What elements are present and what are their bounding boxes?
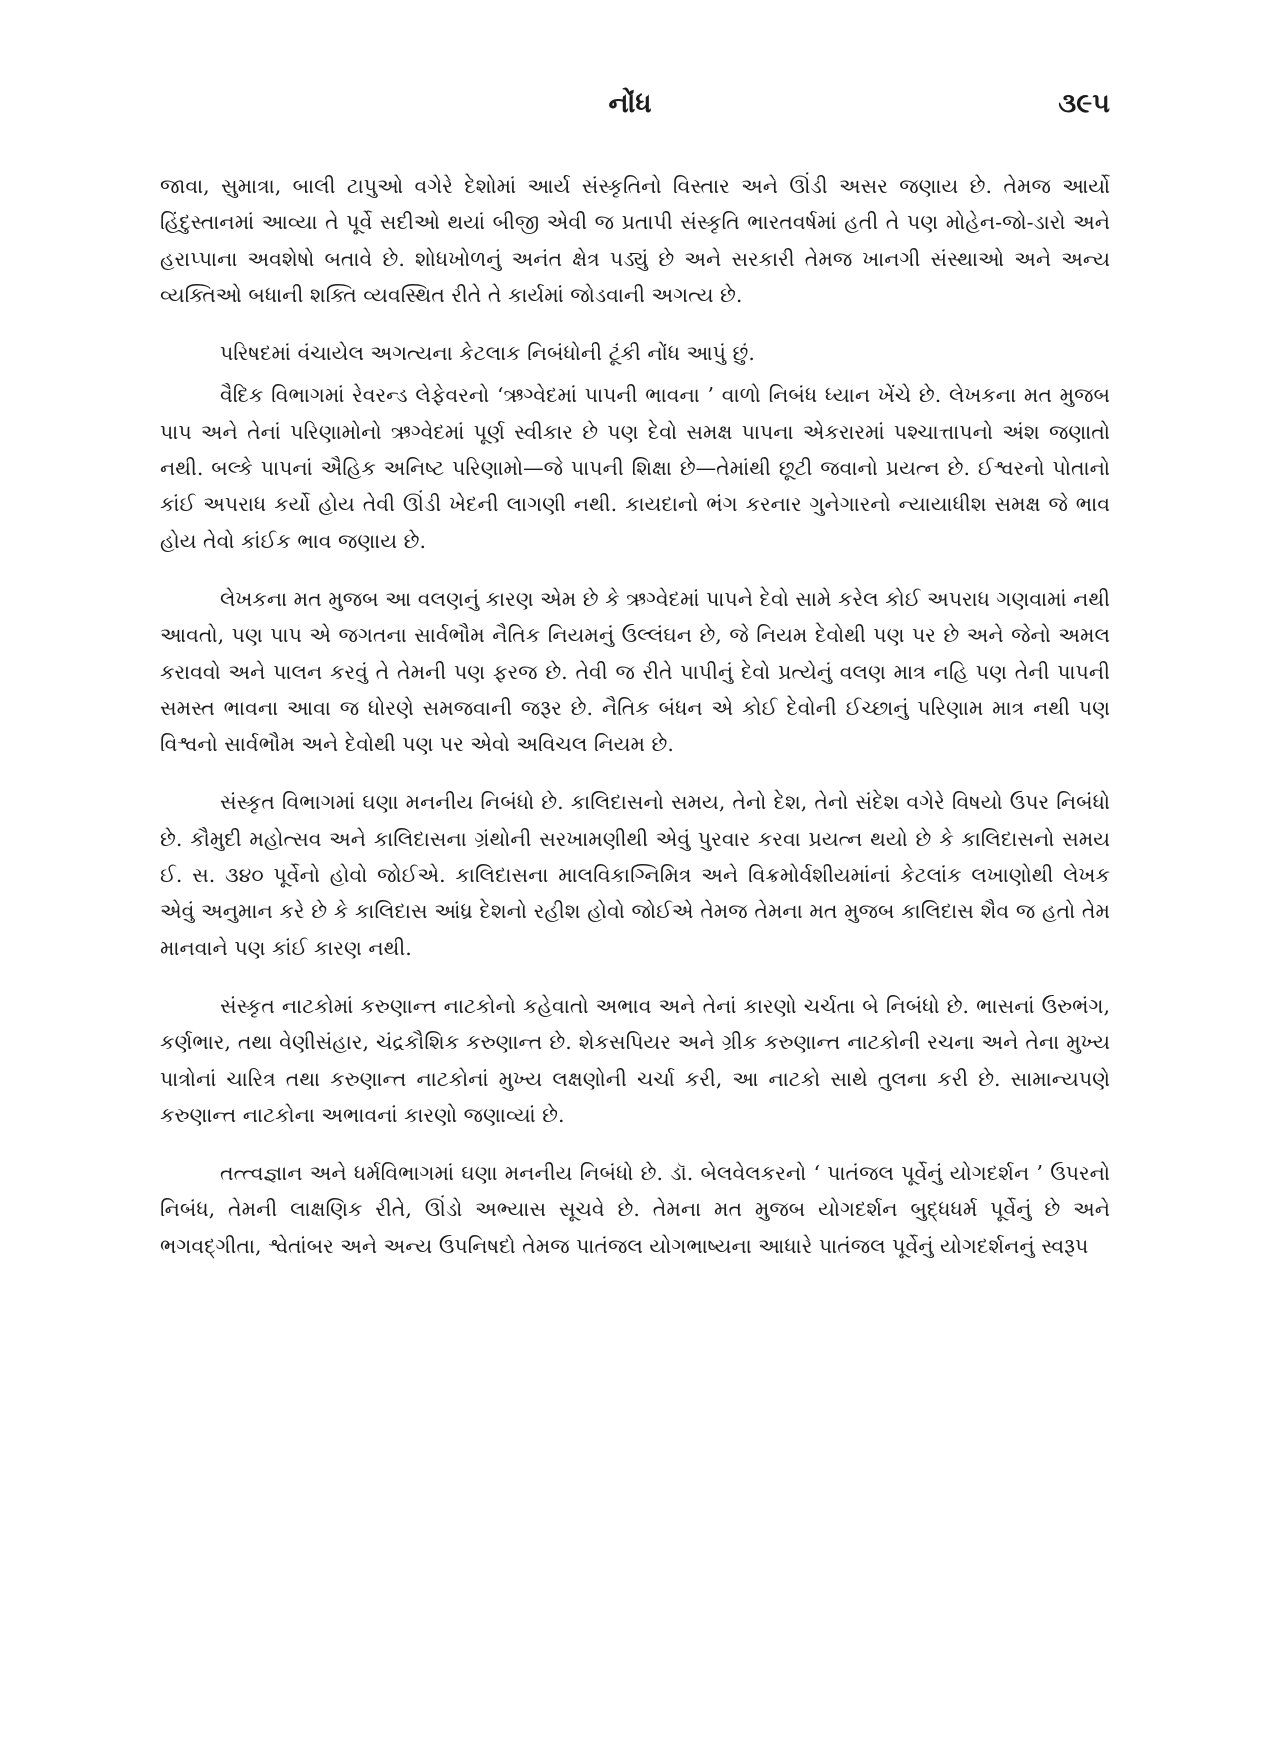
page-body <box>160 168 1110 1264</box>
book-page <box>130 80 1130 1700</box>
running-title: નોંધ <box>608 88 652 119</box>
paragraph-4: લેખકના મત મુજબ આ વલણનું કારણ એમ છે કે ઋગ્વેદમાં પાપને દેવો સામે કરેલ કોઈ અપરાધ ગણવામાં નથી આવતો, પણ પાપ એ જગતના સાર્વભૌમ નૈતિક નિયમનું ઉલ્લંઘન છે, જે નિયમ દેવોથી પણ પર છે અને જેનો અમલ કરાવવો અને પાલન કરવું તે તેમની પણ ફરજ છે. તેવી જ રીતે પાપીનું દેવો પ્રત્યેનું વલણ માત્ર નહિ પણ તેની પાપની સમસ્ત ભાવના આવા જ ધોરણે સમજવાની જરૂર છે. નૈતિક બંધન એ કોઈ દેવોની ઈચ્છાનું પરિણામ માત્ર નથી પણ વિશ્વનો સાર્વભૌમ અને દેવોથી પણ પર એવો અવિચલ નિયમ છે. <box>160 586 1110 757</box>
page-number: ૩૯૫ <box>1058 88 1110 119</box>
paragraph-1: જાવા, સુમાત્રા, બાલી ટાપુઓ વગેરે દેશોમાં આર્ય સંસ્કૃતિનો વિસ્તાર અને ઊંડી અસર જણાય છે. તેમજ આર્યો હિંદુસ્તાનમાં આવ્યા તે પૂર્વે સદીઓ થયાં બીજી એવી જ પ્રતાપી સંસ્કૃતિ ભારતવર્ષમાં હતી તે પણ મોહેન-જો-ડારો અને હરાપ્પાના અવશેષો બતાવે છે. શોધખોળનું અનંત ક્ષેત્ર પડ્યું છે અને સરકારી તેમજ ખાનગી સંસ્થાઓ અને અન્ય વ્યક્તિઓ બધાની શક્તિ વ્યવસ્થિત રીતે તે કાર્યમાં જોડવાની અગત્ય છે. <box>160 174 1110 307</box>
paragraph-6: સંસ્કૃત નાટકોમાં કરુણાન્ત નાટકોનો કહેવાતો અભાવ અને તેનાં કારણો ચર્ચતા બે નિબંધો છે. ભાસનાં ઉરુભંગ, કર્ણભાર, તથા વેણીસંહાર, ચંદ્રકૌશિક કરુણાન્ત છે. શેકસપિયર અને ગ્રીક કરુણાન્ત નાટકોની રચના અને તેના મુખ્ય પાત્રોનાં ચારિત્ર તથા કરુણાન્ત નાટકોનાં મુખ્ય લક્ષણોની ચર્ચા કરી, આ નાટકો સાથે તુલના કરી છે. સામાન્યપણે કરુણાન્ત નાટકોના અભાવનાં કારણો જણાવ્યાં છે. <box>160 993 1110 1127</box>
paragraph-5: સંસ્કૃત વિભાગમાં ઘણા મનનીય નિબંધો છે. કાલિદાસનો સમય, તેનો દેશ, તેનો સંદેશ વગેરે વિષયો ઉપર નિબંધો છે. કૌમુદી મહોત્સવ અને કાલિદાસના ગ્રંથોની સરખામણીથી એવું પુરવાર કરવા પ્રયત્ન થયો છે કે કાલિદાસનો સમય ઈ. સ. ૩૪૦ પૂર્વેનો હોવો જોઈએ. કાલિદાસના માલવિકાગ્નિમિત્ર અને વિક્રમોર્વશીયમાંનાં કેટલાંક લખાણોથી લેખક એવું અનુમાન કરે છે કે કાલિદાસ આંધ્ર દેશનો રહીશ હોવો જોઈએ તેમજ તેમના મત મુજબ કાલિદાસ શૈવ જ હતો તેમ માનવાને પણ કાંઈ કારણ નથી. <box>160 790 1110 960</box>
paragraph-7: તત્ત્વજ્ઞાન અને ધર્મવિભાગમાં ઘણા મનનીય નિબંધો છે. ડૉ. બેલવેલકરનો ‘ પાતંજલ પૂર્વેનું યોગદર્શન ’ ઉપરનો નિબંધ, તેમની લાક્ષણિક રીતે, ઊંડો અભ્યાસ સૂચવે છે. તેમના મત મુજબ યોગદર્શન બુદ્ધધર્મ પૂર્વેનું છે અને ભગવદ્ગીતા, શ્વેતાંબર અને અન્ય ઉપનિષદો તેમજ પાતંજલ યોગભાષ્યના આધારે પાતંજલ પૂર્વેનું યોગદર્શનનું સ્વરૂપ <box>160 1161 1110 1258</box>
paragraph-3: વૈદિક વિભાગમાં રેવરન્ડ લેફેવરનો ‘ઋગ્વેદમાં પાપની ભાવના ’ વાળો નિબંધ ધ્યાન ખેંચે છે. લેખકના મત મુજબ પાપ અને તેનાં પરિણામોનો ઋગ્વેદમાં પૂર્ણ સ્વીકાર છે પણ દેવો સમક્ષ પાપના એકરારમાં પશ્ચાત્તાપનો અંશ જણાતો નથી. બલ્કે પાપનાં ઐહિક અનિષ્ટ પરિણામો—જે પાપની શિક્ષા છે—તેમાંથી છૂટી જવાનો પ્રયત્ન છે. ઈશ્વરનો પોતાનો કાંઈ અપરાધ કર્યો હોય તેવી ઊંડી ખેદની લાગણી નથી. કાયદાનો ભંગ કરનાર ગુનેગારનો ન્યાયાધીશ સમક્ષ જે ભાવ હોય તેવો કાંઈક ભાવ જણાય છે. <box>160 383 1110 553</box>
page-header <box>130 80 1130 135</box>
paragraph-2: પરિષદમાં વંચાયેલ અગત્યના કેટલાક નિબંધોની ટૂંકી નોંધ આપું છું. <box>220 341 755 366</box>
